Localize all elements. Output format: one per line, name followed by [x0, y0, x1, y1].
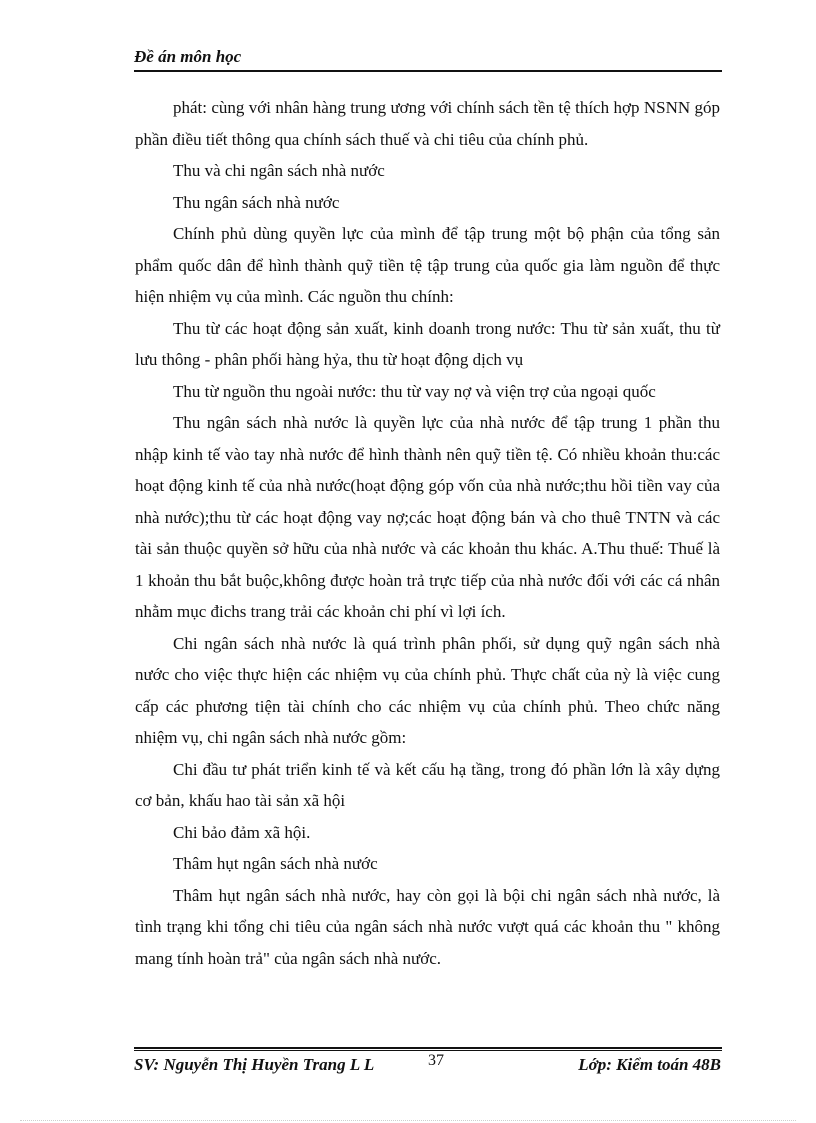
paragraph: Thu và chi ngân sách nhà nước	[173, 161, 385, 180]
paragraph: Chi bảo đảm xã hội.	[173, 822, 311, 842]
footer-divider	[134, 1047, 722, 1049]
header-divider	[134, 70, 722, 72]
paragraph: Thu ngân sách nhà nước là quyền lực của nhà nước để tập trung 1 phần thu nhập kinh tế vào tay nhà nước để hình thành nên quỹ tiền tệ. Có nhiều khoản thu:các hoạt động kinh tế của nhà nước(hoạt động góp vốn của nhà nước;thu hồi tiền vay của nhà nước);thu từ các hoạt động vay nợ;các hoạt động bán và cho thuê TNTN và các tài sản thuộc quyền sở hữu của nhà nước và các khoản thu khác. A.Thu thuế: Thuế là 1 khoản thu bắt buộc,không được hoàn trả trực tiếp của nhà nước đối với các cá nhân nhằm mục đichs trang trải các khoản chi phí vì lợi ích.	[135, 413, 720, 621]
paragraph: Thu từ các hoạt động sản xuất, kinh doanh trong nước: Thu từ sản xuất, thu từ lưu thông - phân phối hàng hỷa, thu từ hoạt động dịch vụ	[135, 318, 720, 369]
paragraph: Chính phủ dùng quyền lực của mình để tập trung một bộ phận của tổng sản phẩm quốc dân để hình thành quỹ tiền tệ tập trung của quốc gia làm nguồn để thực hiện nhiệm vụ của mình. Các nguồn thu chính:	[135, 224, 720, 306]
paragraph: Chi ngân sách nhà nước là quá trình phân phối, sử dụng quỹ ngân sách nhà nước cho việc thực hiện các nhiệm vụ của chính phủ. Thực chất của nỳ là việc cung cấp các phương tiện tài chính cho các nhiệm vụ của chính phủ. Theo chức năng nhiệm vụ, chi ngân sách nhà nước gồm:	[135, 633, 720, 747]
header-title: Đề án môn học	[134, 47, 242, 66]
footer-student-name: SV: Nguyễn Thị Huyền Trang L L	[134, 1055, 375, 1074]
paragraph: Chi đầu tư phát triển kinh tế và kết cấu hạ tầng, trong đó phần lớn là xây dựng cơ bản, khấu hao tài sản xã hội	[135, 759, 720, 810]
paragraph: Thu từ nguồn thu ngoài nước: thu từ vay nợ và viện trợ của ngoại quốc	[173, 381, 656, 401]
paragraph: Thu ngân sách nhà nước	[173, 192, 340, 212]
footer-divider-thin	[134, 1050, 722, 1051]
page-bottom-border	[20, 1120, 796, 1121]
page-number: 37	[428, 1052, 444, 1069]
paragraph: phát: cùng với nhân hàng trung ương với chính sách tền tệ thích hợp NSNN góp phần điều tiết thông qua chính sách thuế và chi tiêu của chính phủ.	[135, 98, 720, 149]
paragraph: Thâm hụt ngân sách nhà nước	[173, 854, 378, 873]
footer-class: Lớp: Kiểm toán 48B	[578, 1055, 721, 1074]
paragraph: Thâm hụt ngân sách nhà nước, hay còn gọi là bội chi ngân sách nhà nước, là tình trạng khi tổng chi tiêu của ngân sách nhà nước vượt quá các khoản thu " không mang tính hoàn trả" của ngân sách nhà nước.	[135, 885, 720, 968]
document-body	[135, 92, 720, 974]
